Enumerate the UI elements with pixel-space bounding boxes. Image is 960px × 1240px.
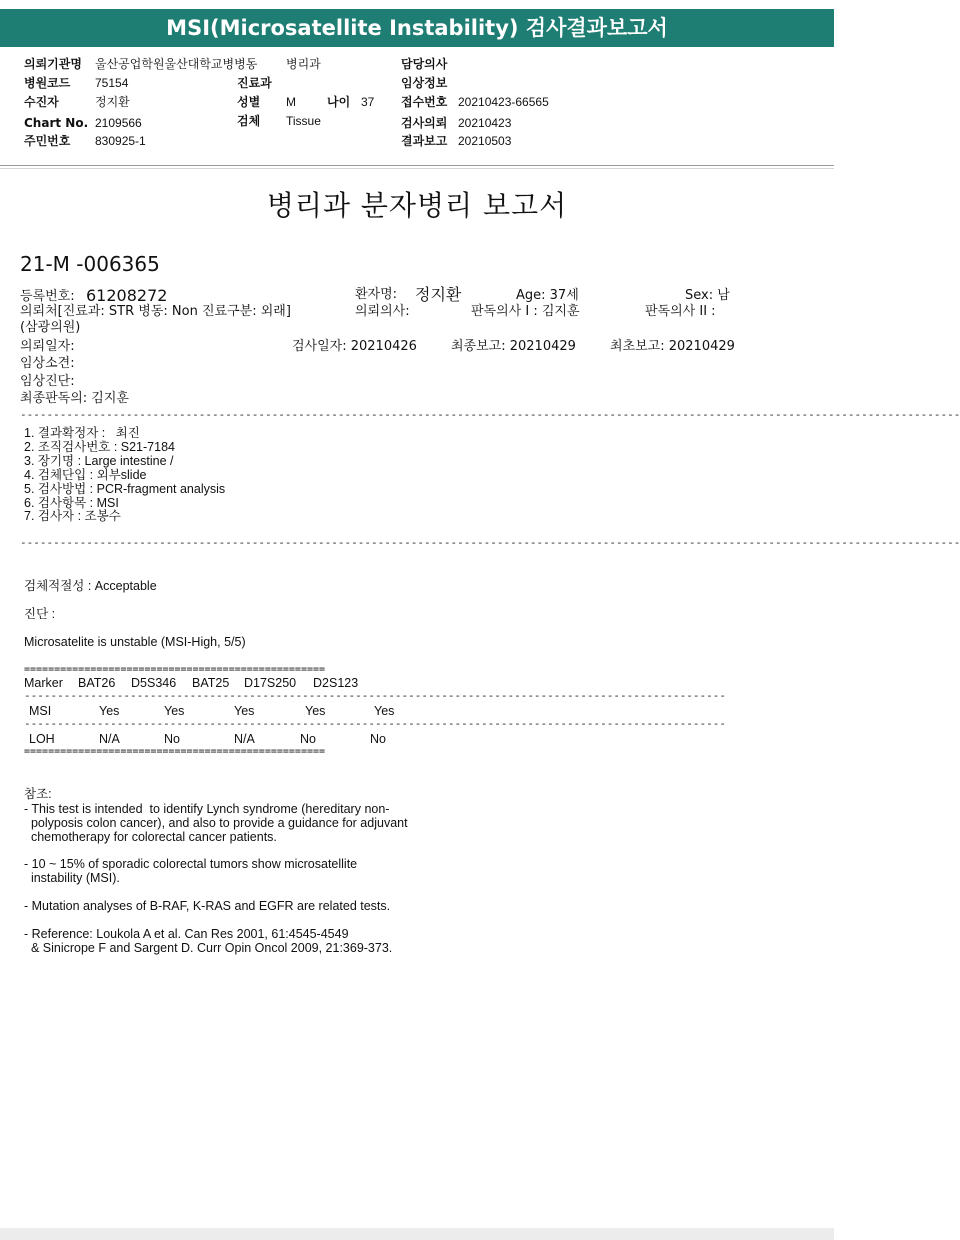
list-item: 5. 검사방법 : PCR-fragment analysis <box>24 482 226 496</box>
list-item: 1. 결과확정자 : 최진 <box>24 426 140 440</box>
receipt-no-value: 20210423-66565 <box>458 95 549 109</box>
table-header-cell: D17S250 <box>244 676 297 690</box>
specimen-label: 검체 <box>237 114 261 128</box>
patient-age: Age: 37세 <box>516 288 579 303</box>
table-rule-top: ================================================== <box>24 664 326 675</box>
examinee-label: 수진자 <box>24 95 59 109</box>
test-date: 검사일자: 20210426 <box>292 339 417 354</box>
test-request-value: 20210423 <box>458 116 512 130</box>
patient-name-label: 환자명: <box>355 287 398 302</box>
request-info-panel <box>0 54 834 166</box>
list-item: 3. 장기명 : Large intestine / <box>24 454 174 468</box>
specimen-value: Tissue <box>286 114 321 128</box>
resident-no-label: 주민번호 <box>24 134 71 148</box>
table-cell: LOH <box>29 732 55 746</box>
table-header-cell: BAT25 <box>192 676 230 690</box>
reference-line: - Reference: Loukola A et al. Can Res 2001, 61:4545-4549 <box>24 927 349 941</box>
clinical-diagnosis: 임상진단: <box>20 374 75 389</box>
table-cell: Yes <box>305 704 326 718</box>
result-report-label: 결과보고 <box>401 134 448 148</box>
reference-line: instability (MSI). <box>24 871 120 885</box>
patient-name-value: 정지환 <box>415 285 462 304</box>
dashed-divider: ---------------------------------------------------------------------------------------------------------------------------------------------- <box>20 408 960 421</box>
clinical-info-label: 임상정보 <box>401 76 448 90</box>
sex-value: M <box>286 95 296 109</box>
accession-number: 21-M -006365 <box>20 252 160 276</box>
table-header-cell: BAT26 <box>78 676 116 690</box>
references-label: 참조: <box>24 787 52 801</box>
age-label: 나이 <box>327 95 351 109</box>
test-request-label: 검사의뢰 <box>401 116 448 130</box>
institution-label: 의뢰기관명 <box>24 57 82 71</box>
reg-no-value: 61208272 <box>86 286 168 305</box>
reference-line: & Sinicrope F and Sargent D. Curr Opin Oncol 2009, 21:369-373. <box>24 941 393 955</box>
diagnosis-label: 진단 : <box>24 607 56 621</box>
table-cell: Yes <box>234 704 255 718</box>
table-divider: ---------------------------------------------------------------------------------------------------------- <box>24 717 726 730</box>
header-separator-light <box>0 168 834 169</box>
department-label: 진료과 <box>237 76 272 90</box>
resident-no-value: 830925-1 <box>95 134 146 148</box>
diagnosis-text: Microsatelite is unstable (MSI-High, 5/5) <box>24 635 246 649</box>
table-cell: N/A <box>234 732 255 746</box>
reader-1: 판독의사 I : 김지훈 <box>471 304 580 319</box>
reference-line: chemotherapy for colorectal cancer patients. <box>24 830 277 844</box>
list-item: 7. 검사자 : 조봉수 <box>24 509 121 523</box>
report-title: 병리과 분자병리 보고서 <box>266 189 568 222</box>
reference-line: - 10 ~ 15% of sporadic colorectal tumors show microsatellite <box>24 857 358 871</box>
table-cell: No <box>300 732 316 746</box>
table-cell: Yes <box>164 704 185 718</box>
reference-line: - Mutation analyses of B-RAF, K-RAS and EGFR are related tests. <box>24 899 391 913</box>
list-item: 2. 조직검사번호 : S21-7184 <box>24 440 175 454</box>
result-report-value: 20210503 <box>458 134 512 148</box>
table-cell: N/A <box>99 732 120 746</box>
list-item: 6. 검사항목 : MSI <box>24 496 119 510</box>
receipt-no-label: 접수번호 <box>401 95 448 109</box>
table-header-cell: D2S123 <box>313 676 359 690</box>
report-banner-title: MSI(Microsatellite Instability) 검사결과보고서 <box>0 9 834 47</box>
header-separator <box>0 165 834 166</box>
table-rule-bottom: ================================================== <box>24 746 326 757</box>
hospital-code-value: 75154 <box>95 76 129 90</box>
clinical-findings: 임상소견: <box>20 356 75 371</box>
specimen-adequacy: 검체적절성 : Acceptable <box>24 579 157 593</box>
request-date: 의뢰일자: <box>20 339 75 354</box>
table-header-cell: D5S346 <box>131 676 177 690</box>
table-cell: Yes <box>374 704 395 718</box>
examinee-value: 정지환 <box>95 95 130 109</box>
table-divider: ---------------------------------------------------------------------------------------------------------- <box>24 689 726 702</box>
final-reader: 최종판독의: 김지훈 <box>20 391 129 406</box>
institution-value: 울산공업학원울산대학교병병동 <box>95 57 258 71</box>
referral-dept: 의뢰처[진료과: STR 병동: Non 진료구분: 외래] <box>20 304 291 319</box>
table-cell: No <box>164 732 180 746</box>
final-report-date: 최종보고: 20210429 <box>451 339 576 354</box>
age-value: 37 <box>361 95 375 109</box>
table-cell: MSI <box>29 704 52 718</box>
table-header-cell: Marker <box>24 676 63 690</box>
reference-line: - This test is intended to identify Lynch syndrome (hereditary non- <box>24 802 390 816</box>
sex-label: 성별 <box>237 95 261 109</box>
list-item: 4. 검체단입 : 외부slide <box>24 468 147 482</box>
dashed-divider: ---------------------------------------------------------------------------------------------------------------------------------------------- <box>20 536 960 549</box>
chart-no-label: Chart No. <box>24 116 89 130</box>
first-report-date: 최초보고: 20210429 <box>610 339 735 354</box>
attending-doctor-label: 담당의사 <box>401 57 448 71</box>
reference-line: polyposis colon cancer), and also to provide a guidance for adjuvant <box>24 816 408 830</box>
referring-doctor-label: 의뢰의사: <box>355 304 410 319</box>
ward-value: 병리과 <box>286 57 321 71</box>
reg-no-label: 등록번호: <box>20 289 75 304</box>
hospital-code-label: 병원코드 <box>24 76 71 90</box>
table-cell: Yes <box>99 704 120 718</box>
patient-sex: Sex: 남 <box>685 288 730 303</box>
reader-2: 판독의사 II : <box>645 304 716 319</box>
bottom-scroll-area <box>0 1228 834 1240</box>
referring-place: (삼광의원) <box>20 320 81 335</box>
table-cell: No <box>370 732 386 746</box>
chart-no-value: 2109566 <box>95 116 142 130</box>
